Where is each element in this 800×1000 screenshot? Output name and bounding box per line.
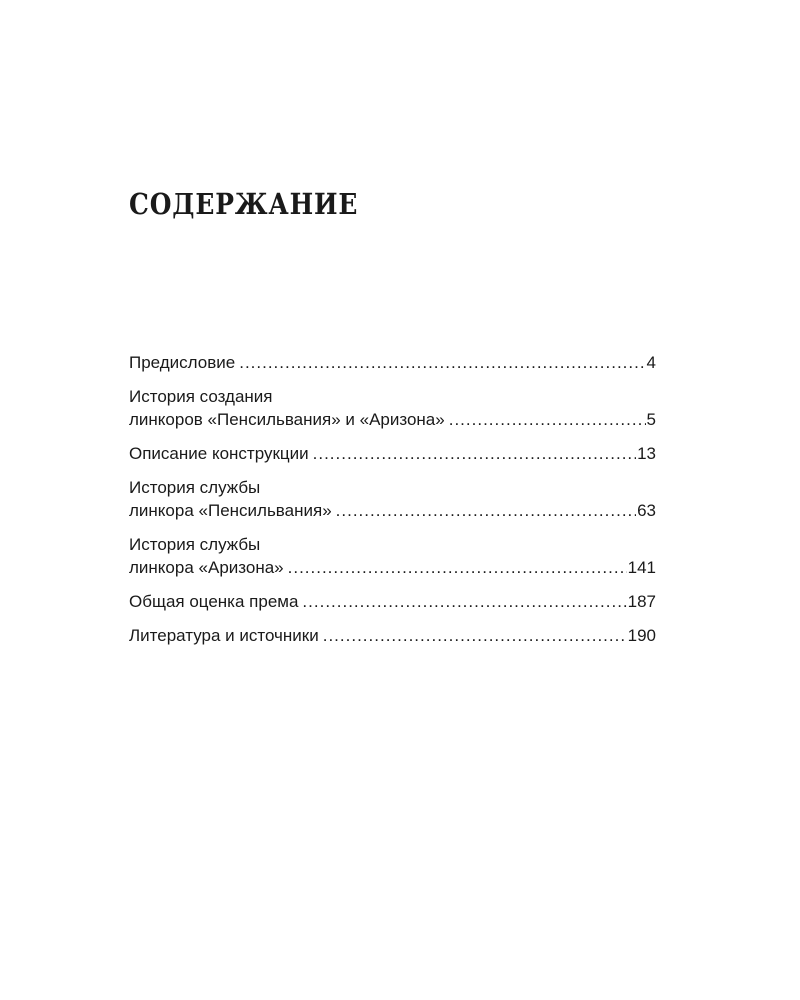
dot-leader xyxy=(323,624,627,647)
toc-entry-title: линкоров «Пенсильвания» и «Аризона» xyxy=(129,410,445,429)
toc-entry-line xyxy=(129,476,656,499)
toc-page-number: 63 xyxy=(637,501,656,520)
toc-entry-line xyxy=(129,499,656,522)
toc-page-number: 5 xyxy=(646,410,656,429)
page-title: СОДЕРЖАНИЕ xyxy=(129,187,359,221)
toc-entry xyxy=(129,442,656,465)
toc-entry-title: Описание конструкции xyxy=(129,444,309,463)
toc-entry-line xyxy=(129,533,656,556)
table-of-contents xyxy=(129,351,656,647)
dot-leader xyxy=(288,556,627,579)
dot-leader xyxy=(239,351,645,374)
toc-page-number: 187 xyxy=(627,592,656,611)
toc-entry-title: Литература и источники xyxy=(129,626,319,645)
toc-page-number: 141 xyxy=(627,558,656,577)
toc-entry-line xyxy=(129,385,656,408)
toc-entry-line xyxy=(129,556,656,579)
dot-leader xyxy=(313,442,636,465)
toc-entry-title: История службы xyxy=(129,535,261,554)
toc-entry-title: Предисловие xyxy=(129,353,236,372)
toc-entry-title: Общая оценка према xyxy=(129,592,299,611)
toc-entry-title: История создания xyxy=(129,387,273,406)
dot-leader xyxy=(302,590,626,613)
toc-page-number: 4 xyxy=(646,353,656,372)
toc-entry-line xyxy=(129,624,656,647)
toc-entry-line xyxy=(129,590,656,613)
toc-entry xyxy=(129,533,656,579)
toc-entry xyxy=(129,624,656,647)
toc-entry-title: История службы xyxy=(129,478,261,497)
toc-entry-line xyxy=(129,408,656,431)
toc-entry-line xyxy=(129,351,656,374)
toc-entry xyxy=(129,385,656,431)
toc-entry xyxy=(129,476,656,522)
toc-entry-line xyxy=(129,442,656,465)
dot-leader xyxy=(449,408,646,431)
toc-entry xyxy=(129,590,656,613)
toc-page-number: 13 xyxy=(637,444,656,463)
toc-page-number: 190 xyxy=(627,626,656,645)
toc-entry-title: линкора «Аризона» xyxy=(129,558,284,577)
toc-entry-title: линкора «Пенсильвания» xyxy=(129,501,332,520)
dot-leader xyxy=(336,499,636,522)
toc-entry xyxy=(129,351,656,374)
